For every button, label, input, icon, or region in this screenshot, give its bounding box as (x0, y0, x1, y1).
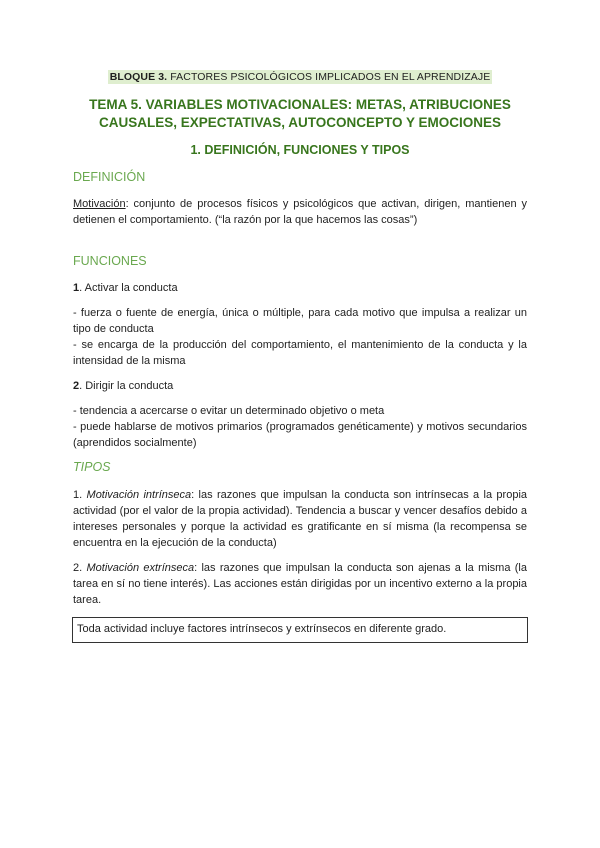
tipo-1-term: Motivación intrínseca (86, 489, 192, 501)
funcion-2-title (73, 378, 527, 394)
tema-title: TEMA 5. VARIABLES MOTIVACIONALES: METAS, ATRIBUCIONES CAUSALES, EXPECTATIVAS, AUTOCONCEPTO Y EMOCIONES (89, 97, 511, 130)
definicion-term: Motivación (73, 198, 126, 210)
definicion-heading: DEFINICIÓN (73, 170, 146, 184)
funcion-2-label: . Dirigir la conducta (79, 380, 174, 392)
block-label: BLOQUE 3. (109, 71, 168, 83)
definicion-paragraph (73, 196, 527, 228)
funcion-2-bullet-2: - puede hablarse de motivos primarios (programados genéticamente) y motivos secundarios (aprendidos socialmente) (73, 421, 527, 449)
funciones-heading: FUNCIONES (73, 254, 147, 268)
block-header (0, 71, 600, 83)
definicion-text: : conjunto de procesos físicos y psicológicos que activan, dirigen, mantienen y detienen el comportamiento. (“la razón por la que hacemos las cosas”) (73, 198, 527, 226)
section-title: 1. DEFINICIÓN, FUNCIONES Y TIPOS (190, 143, 410, 157)
tipo-1-paragraph (73, 487, 527, 551)
funcion-1-number: 1 (73, 282, 80, 294)
note-text: Toda actividad incluye factores intrínsecos y extrínsecos en diferente grado. (77, 623, 447, 635)
block-header-highlight (108, 70, 493, 84)
block-title: FACTORES PSICOLÓGICOS IMPLICADOS EN EL APRENDIZAJE (170, 71, 491, 83)
tipo-2-text: : las razones que impulsan la conducta son ajenas a la misma (la tarea en sí no tiene interés). Las acciones están dirigidas por un incentivo externo a la propia tarea. (73, 562, 527, 606)
funcion-1-bullet-2: - se encarga de la producción del comportamiento, el mantenimiento de la conducta y la intensidad de la misma (73, 339, 527, 367)
funcion-1-label: . Activar la conducta (79, 282, 178, 294)
tipo-1-prefix: 1. (73, 489, 87, 501)
funcion-1-bullet-1: - fuerza o fuente de energía, única o múltiple, para cada motivo que impulsa a realizar un tipo de conducta (73, 307, 527, 335)
note-box (72, 617, 528, 643)
tipo-2-prefix: 2. (73, 562, 87, 574)
tipo-2-paragraph (73, 560, 527, 608)
tipo-2-term: Motivación extrínseca (86, 562, 195, 574)
tipo-1-text: : las razones que impulsan la conducta son intrínsecas a la propia actividad (por el valor de la propia actividad). Tendencia a buscar y vencer desafíos debido a intereses personales y porque la actividad es gratificante en sí misma (la recompensa se encuentra en la ejecución de la conducta) (73, 489, 528, 549)
tipos-heading: TIPOS (73, 460, 111, 474)
funcion-1-title (73, 280, 527, 296)
funcion-2-bullet-1: - tendencia a acercarse o evitar un determinado objetivo o meta (73, 405, 385, 417)
funcion-2-number: 2 (73, 380, 80, 392)
